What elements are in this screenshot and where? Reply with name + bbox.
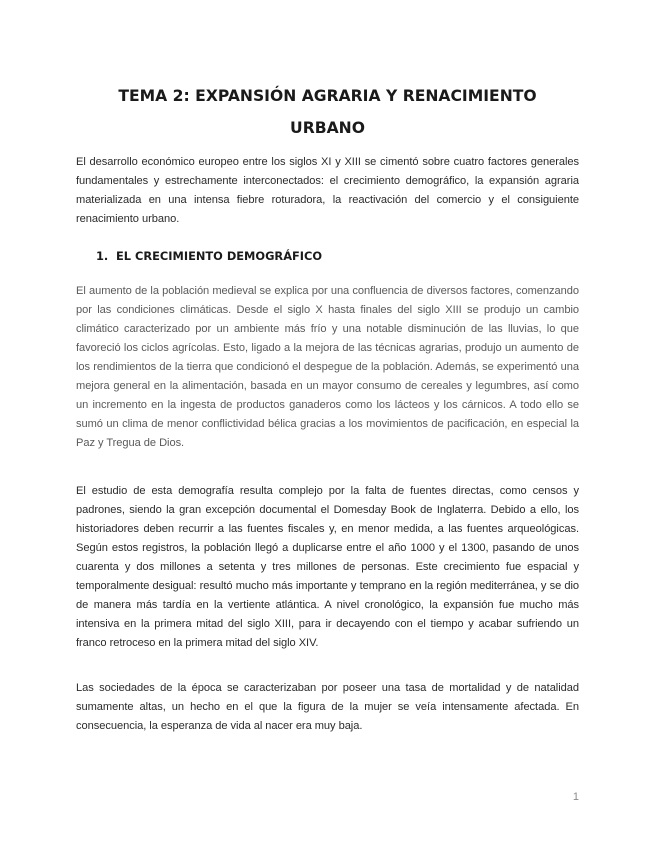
body-paragraph-1: El aumento de la población medieval se explica por una confluencia de diversos factores, comenzando por las condiciones climáticas. Desde el siglo X hasta finales del siglo XIII se produjo un cambio climático caracterizado por un ambiente más frío y una notable disminución de las lluvias, lo que favoreció los ciclos agrícolas. Esto, ligado a la mejora de las técnicas agrarias, produjo un aumento de los rendimientos de la tierra que condicionó el despegue de la población. Además, se experimentó una mejora general en la alimentación, basada en un mayor consumo de cereales y legumbres, así como un incremento en la ingesta de productos ganaderos como los lácteos y los cárnicos. A todo ello se sumó un clima de menor conflictividad bélica gracias a los movimientos de pacificación, en especial la Paz y Tregua de Dios.: [76, 285, 579, 449]
page-title: [60, 80, 595, 144]
section-heading-text: EL CRECIMIENTO DEMOGRÁFICO: [116, 249, 323, 263]
title-line-2: URBANO: [290, 119, 365, 137]
page-number: 1: [572, 791, 579, 803]
title-line-1: TEMA 2: EXPANSIÓN AGRARIA Y RENACIMIENTO: [118, 87, 537, 105]
section-heading: [96, 246, 322, 266]
body-paragraph-3: Las sociedades de la época se caracterizaban por poseer una tasa de mortalidad y de natalidad sumamente altas, un hecho en el que la figura de la mujer se veía intensamente afectada. En consecuencia, la esperanza de vida al nacer era muy baja.: [76, 682, 579, 732]
body-paragraph-2: El estudio de esta demografía resulta complejo por la falta de fuentes directas, como censos y padrones, siendo la gran excepción documental el Domesday Book de Inglaterra. Debido a ello, los historiadores deben recurrir a las fuentes fiscales y, en menor medida, a las fuentes arqueológicas. Según estos registros, la población llegó a duplicarse entre el año 1000 y el 1300, pasando de unos cuarenta y dos millones a setenta y tres millones de personas. Este crecimiento fue espacial y temporalmente desigual: resultó mucho más importante y temprano en la región mediterránea, y se dio de manera más tardía en la vertiente atlántica. A nivel cronológico, la expansión fue mucho más intensiva en la primera mitad del siglo XIII, para ir decayendo con el tiempo y acabar sufriendo un franco retroceso en la primera mitad del siglo XIV.: [76, 485, 579, 649]
section-number: 1.: [96, 249, 109, 263]
intro-paragraph: El desarrollo económico europeo entre los siglos XI y XIII se cimentó sobre cuatro factores generales fundamentales y estrechamente interconectados: el crecimiento demográfico, la expansión agraria materializada en una intensa fiebre roturadora, la reactivación del comercio y el consiguiente renacimiento urbano.: [76, 156, 579, 225]
